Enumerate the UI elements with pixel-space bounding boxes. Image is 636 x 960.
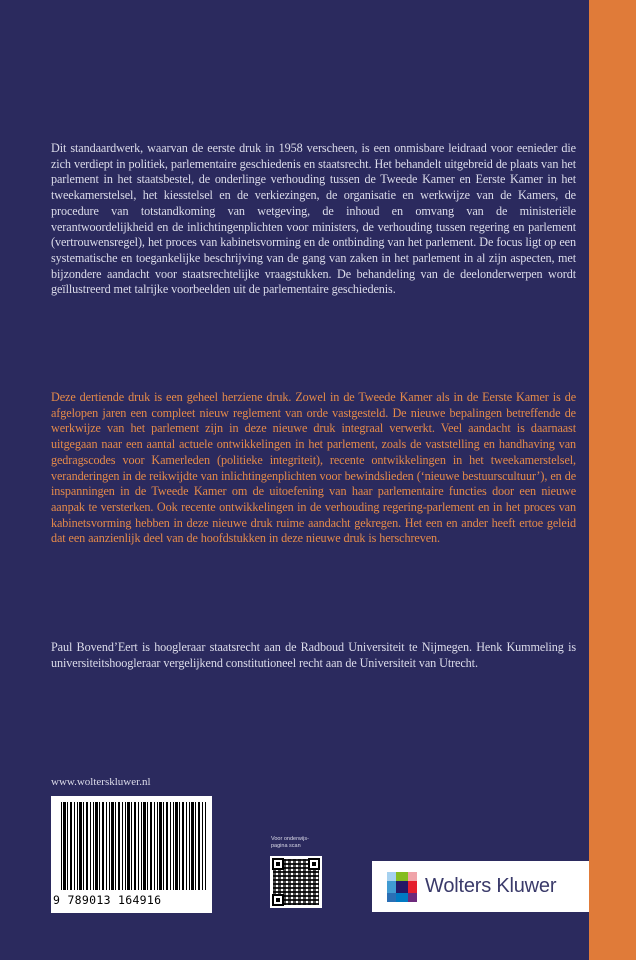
qr-label-line-2: pagina scan: [271, 843, 301, 849]
authors-paragraph: Paul Bovend’Eert is hoogleraar staatsrecht aan de Radboud Universiteit te Nijmegen. Henk Kummeling is universiteitshoogleraar vergelijkend constitutioneel recht aan de Universiteit van Utrecht.: [51, 640, 576, 670]
qr-label: [271, 836, 309, 850]
edition-note-paragraph: Deze dertiende druk is een geheel herziene druk. Zowel in de Tweede Kamer als in de Eerste Kamer is de afgelopen jaren een compleet nieuw reglement van orde vastgesteld. De nieuwe bepalingen betreffende de werkwijze van het parlement zijn in deze nieuwe druk integraal verwerkt. Veel aandacht is daarnaast uitgegaan naar een aantal actuele ontwikkelingen in het parlement, zoals de vaststelling en handhaving van gedragscodes voor Kamerleden (politieke integriteit), recente ontwikkelingen in het tweekamerstelsel, veranderingen in de reikwijdte van inlichtingenplichten voor bewindslieden (‘nieuwe bestuurscultuur’), en de inspanningen in de Tweede Kamer om de uitoefening van haar parlementaire functies door een nieuwe aanpak te versterken. Ook recente ontwikkelingen in de verhouding regering-parlement en in het proces van kabinetsvorming hebben in deze nieuwe druk ruime aandacht gekregen. Het een en ander heeft ertoe geleid dat een aanzienlijk deel van de hoofdstukken in deze nieuwe druk is herschreven.: [51, 390, 576, 546]
qr-finder-top-left: [272, 858, 284, 870]
qr-finder-bottom-left: [272, 894, 284, 906]
qr-code: [270, 856, 322, 908]
publisher-name: Wolters Kluwer: [425, 875, 557, 897]
publisher-logo: [372, 861, 589, 912]
qr-finder-top-right: [308, 858, 320, 870]
book-description-paragraph: Dit standaardwerk, waarvan de eerste druk in 1958 verscheen, is een onmisbare leidraad voor eenieder die zich verdiept in politiek, parlementaire geschiedenis en staatsrecht. Het behandelt uitgebreid de plaats van het parlement in het staatsbestel, de onderlinge verhouding tussen de Tweede Kamer en Eerste Kamer in het tweekamerstelsel, het kiesstelsel en de verkiezingen, de organisatie en werkwijze van de Kamers, de procedure van totstandkoming van wetgeving, de inhoud en omvang van de ministeriële verantwoordelijkheid en de inlichtingenplichten voor ministers, de verhouding tussen regering en parlement (vertrouwensregel), het proces van kabinetsvorming en de ontbinding van het parlement. De focus ligt op een systematische en toegankelijke beschrijving van de gang van zaken in het parlement in al zijn aspecten, met bijzondere aandacht voor staatsrechtelijke vraagstukken. De behandeling van de deelonderwerpen wordt geïllustreerd met talrijke voorbeelden uit de parlementaire geschiedenis.: [51, 141, 576, 297]
qr-label-line-1: Voor onderwijs-: [271, 836, 309, 842]
wolters-kluwer-logo-icon: [387, 872, 417, 902]
barcode-icon: [61, 802, 207, 890]
orange-side-band: [589, 0, 636, 960]
barcode-number: 9 789013 164916: [53, 893, 162, 907]
barcode: [51, 796, 212, 913]
publisher-website: www.wolterskluwer.nl: [51, 776, 151, 788]
